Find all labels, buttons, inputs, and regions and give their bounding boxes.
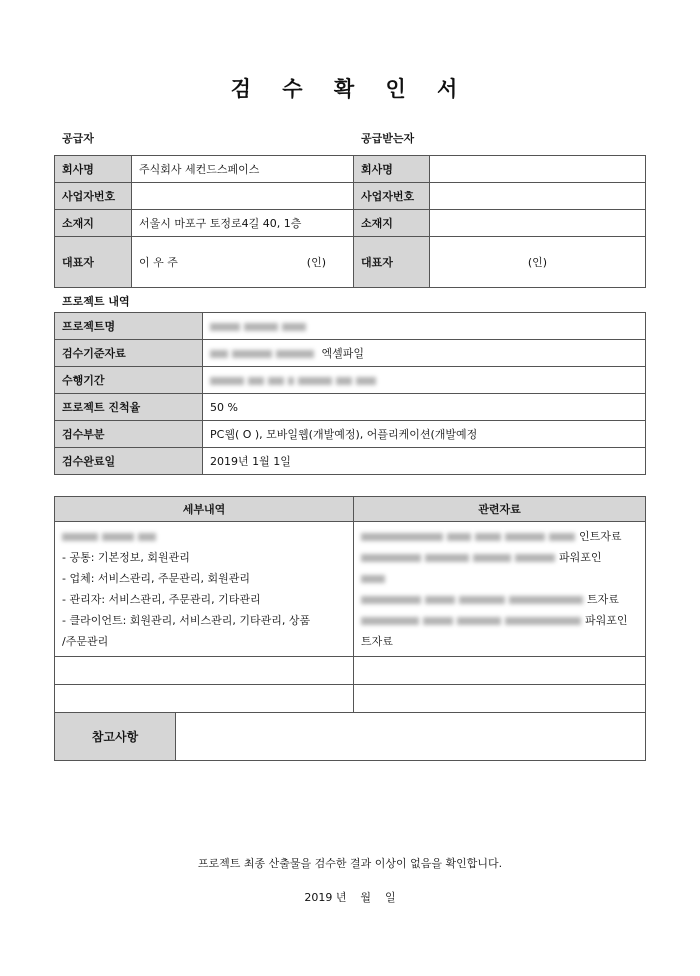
- party-table: [54, 155, 646, 288]
- related-line-1: 인트자료: [579, 530, 622, 543]
- supplier-company-label: 회사명: [55, 156, 132, 183]
- criteria-label: 검수기준자료: [55, 340, 203, 367]
- related-empty-row: [354, 685, 646, 713]
- details-empty-row: [55, 657, 354, 685]
- complete-label: 검수완료일: [55, 448, 203, 475]
- period-label: 수행기간: [55, 367, 203, 394]
- supplier-ceo-value: 이 우 주: [139, 256, 178, 269]
- progress-value: 50 %: [203, 394, 646, 421]
- supplier-ceo-cell: [132, 237, 354, 288]
- related-empty-row: [354, 657, 646, 685]
- receiver-address-label: 소재지: [354, 210, 430, 237]
- project-name-label: 프로젝트명: [55, 313, 203, 340]
- scope-label: 검수부분: [55, 421, 203, 448]
- supplier-address-label: 소재지: [55, 210, 132, 237]
- details-item: - 공통: 기본정보, 회원관리: [62, 551, 190, 564]
- details-content: [55, 522, 354, 657]
- related-line-5: 파워포인: [585, 614, 628, 627]
- supplier-ceo-label: 대표자: [55, 237, 132, 288]
- details-item: /주문관리: [62, 635, 109, 648]
- supplier-bizno-value: [132, 183, 354, 210]
- related-line-2: 파워포인: [559, 551, 602, 564]
- notes-label: 참고사항: [55, 713, 176, 761]
- related-content: [354, 522, 646, 657]
- receiver-seal: (인): [430, 237, 646, 288]
- related-header: 관련자료: [354, 497, 646, 522]
- criteria-suffix: 엑셀파일: [321, 347, 365, 360]
- scope-value: PC웹( O ), 모바일웹(개발예정), 어플리케이션(개발예정: [203, 421, 646, 448]
- related-line-6: 트자료: [361, 635, 393, 648]
- related-line-4: 트자료: [587, 593, 619, 606]
- receiver-label: 공급받는자: [361, 132, 415, 145]
- details-item: - 업체: 서비스관리, 주문관리, 회원관리: [62, 572, 251, 585]
- project-section-label: 프로젝트 내역: [62, 295, 130, 308]
- details-item: - 클라이언트: 회원관리, 서비스관리, 기타관리, 상품: [62, 614, 311, 627]
- confirmation-statement: 프로젝트 최종 산출물을 검수한 결과 이상이 없음을 확인합니다.: [197, 857, 503, 870]
- criteria-value: [203, 340, 646, 367]
- project-name-value: [203, 313, 646, 340]
- complete-value: 2019년 1월 1일: [203, 448, 646, 475]
- receiver-company-label: 회사명: [354, 156, 430, 183]
- details-empty-row: [55, 685, 354, 713]
- supplier-bizno-label: 사업자번호: [55, 183, 132, 210]
- date-line: 2019 년 월 일: [304, 891, 396, 904]
- receiver-bizno-label: 사업자번호: [354, 183, 430, 210]
- details-header: 세부내역: [55, 497, 354, 522]
- period-value: [203, 367, 646, 394]
- supplier-label: 공급자: [62, 132, 94, 145]
- receiver-bizno-value: [430, 183, 646, 210]
- document-title: 검 수 확 인 서: [230, 77, 470, 101]
- notes-value: [176, 713, 646, 761]
- receiver-address-value: [430, 210, 646, 237]
- details-item: - 관리자: 서비스관리, 주문관리, 기타관리: [62, 593, 261, 606]
- receiver-company-value: [430, 156, 646, 183]
- details-blurred-heading: [62, 526, 346, 547]
- receiver-ceo-label: 대표자: [354, 237, 430, 288]
- progress-label: 프로젝트 진척율: [55, 394, 203, 421]
- supplier-company-value: 주식회사 세컨드스페이스: [132, 156, 354, 183]
- details-table: [54, 496, 646, 761]
- project-table: [54, 312, 646, 475]
- supplier-address-value: 서울시 마포구 토정로4길 40, 1층: [132, 210, 354, 237]
- supplier-seal: (인): [306, 256, 326, 269]
